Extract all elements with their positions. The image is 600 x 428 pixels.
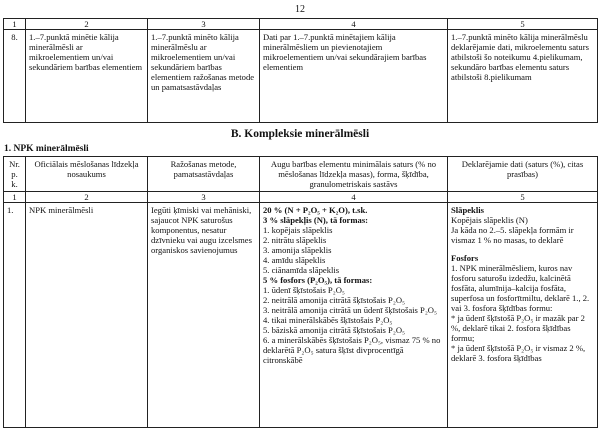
nutrient-line: 3. neitrālā amonija citrātā un ūdenī šķīstošais P₂O₅ xyxy=(263,305,438,315)
nutrient-line: 5. bāziskā amonija citrātā šķīstošais P₂O₅ xyxy=(263,325,406,335)
cell-nutrient-content xyxy=(260,203,448,428)
header-method: Ražošanas metode, pamatsastāvdaļas xyxy=(148,157,260,192)
header-name: Oficiālais mēslošanas līdzekļa nosaukums xyxy=(26,157,148,192)
phosphorus-text: 1. NPK minerālmēsliem, kuros nav fosforu saturošu izdedžu, kalcinētā fosfāta, alumīnija–kalcija fosfāta, superfosa un fosforītmiltu, deklarē 1., 2. vai 3. fosfora šķīdības formu: xyxy=(451,263,590,313)
header-declared: Deklarējamie dati (saturs (%), citas prasības) xyxy=(448,157,598,192)
nutrient-line: 6. a minerālskābēs šķīstošais P₂O₅, vismaz 75 % no deklarētā P₂O₅ satura šķīst divprocentīgā citronskābē xyxy=(263,335,441,365)
cell-method: Iegūti ķīmiski vai mehāniski, sajaucot NPK saturošus komponentus, nesatur dzīvnieku vai augu izcelsmes organiskos savienojumus xyxy=(148,203,260,428)
section-title: B. Kompleksie minerālmēsli xyxy=(230,128,370,140)
phosphorus-rule-a: * ja ūdenī šķīstošā P₂O₅ ir mazāk par 2 %, deklarē tikai 2. fosfora šķīdības formu; xyxy=(451,313,585,343)
page-number: 12 xyxy=(295,4,305,15)
header-row xyxy=(4,157,598,192)
nutrient-line: 20 % (N + P₂O₅ + K₂O), t.sk. xyxy=(263,205,368,215)
row-number: 8. xyxy=(4,30,26,123)
nutrient-line: 1. ūdenī šķīstošais P₂O₅ xyxy=(263,285,345,295)
column-number-row xyxy=(4,192,598,203)
header-nutrient: Augu barības elementu minimālais saturs (% no mēslošanas līdzekļa masas), forma, šķīdība, granulometriskais sastāvs xyxy=(260,157,448,192)
column-number: 4 xyxy=(260,192,448,203)
cell-declared-data xyxy=(448,203,598,428)
column-number: 2 xyxy=(26,192,148,203)
column-number: 5 xyxy=(448,192,598,203)
nutrient-line: 2. nitrātu slāpeklis xyxy=(263,235,327,245)
cell-nutrient-content: Dati par 1.–7.punktā minētajiem kālija minerālmēsliem un pievienotajiem mikroelementiem un/vai sekundārajiem barības elementiem xyxy=(260,30,448,123)
cell-name: NPK minerālmēsli xyxy=(26,203,148,428)
phosphorus-title: Fosfors xyxy=(451,253,479,263)
column-number: 5 xyxy=(448,19,598,30)
cell-declared-data: 1.–7.punktā minēto kālija minerālmēslu deklarējamie dati, mikroelementu saturs atbilstoši šo noteikumu 4.pielikumam, sekundāro barības elementu saturs atbilstoši 8.pielikumam xyxy=(448,30,598,123)
column-number: 3 xyxy=(148,192,260,203)
column-number: 1 xyxy=(4,19,26,30)
continuation-table xyxy=(3,18,598,123)
npk-table xyxy=(3,156,598,428)
nitrogen-title: Slāpeklis xyxy=(451,205,484,215)
phosphorus-rule-b: * ja ūdenī šķīstošā P₂O₅ ir vismaz 2 %, deklarē 3. fosfora šķīdības xyxy=(451,343,586,363)
nutrient-line: 5. ciānamīda slāpeklis xyxy=(263,265,340,275)
column-number: 4 xyxy=(260,19,448,30)
table-row xyxy=(4,30,598,123)
nutrient-line: 4. tikai minerālskābēs šķīstošais P₂O₅ xyxy=(263,315,393,325)
nitrogen-text: Kopējais slāpeklis (N) xyxy=(451,215,528,225)
nutrient-line: 3. amonija slāpeklis xyxy=(263,245,332,255)
column-number: 3 xyxy=(148,19,260,30)
column-number-row xyxy=(4,19,598,30)
column-number: 2 xyxy=(26,19,148,30)
header-nr: Nr. p. k. xyxy=(4,157,26,192)
cell-method: 1.–7.punktā minēto kālija minerālmēslu ar mikroelementiem un/vai sekundāriem barības elementiem ražošanas metode un pamatsastāvdaļas xyxy=(148,30,260,123)
nutrient-line: 2. neitrālā amonija citrātā šķīstošais P₂O₅ xyxy=(263,295,406,305)
nutrient-line: 3 % slāpekļis (N), tā formas: xyxy=(263,215,369,225)
cell-type-name: 1.–7.punktā minētie kālija minerālmēsli ar mikroelementiem un/vai sekundāriem barības elementiem xyxy=(26,30,148,123)
nitrogen-text-2: Ja kāda no 2.–5. slāpekļa formām ir vismaz 1 % no masas, to deklarē xyxy=(451,225,574,245)
subsection-title: 1. NPK minerālmēsli xyxy=(4,144,89,154)
spacer xyxy=(451,245,594,253)
nutrient-line: 5 % fosfors (P₂O₅), tā formas: xyxy=(263,275,373,285)
nutrient-line: 1. kopējais slāpeklis xyxy=(263,225,333,235)
table-row xyxy=(4,203,598,428)
column-number: 1 xyxy=(4,192,26,203)
row-number: 1. xyxy=(4,203,26,428)
nutrient-line: 4. amīdu slāpeklis xyxy=(263,255,326,265)
